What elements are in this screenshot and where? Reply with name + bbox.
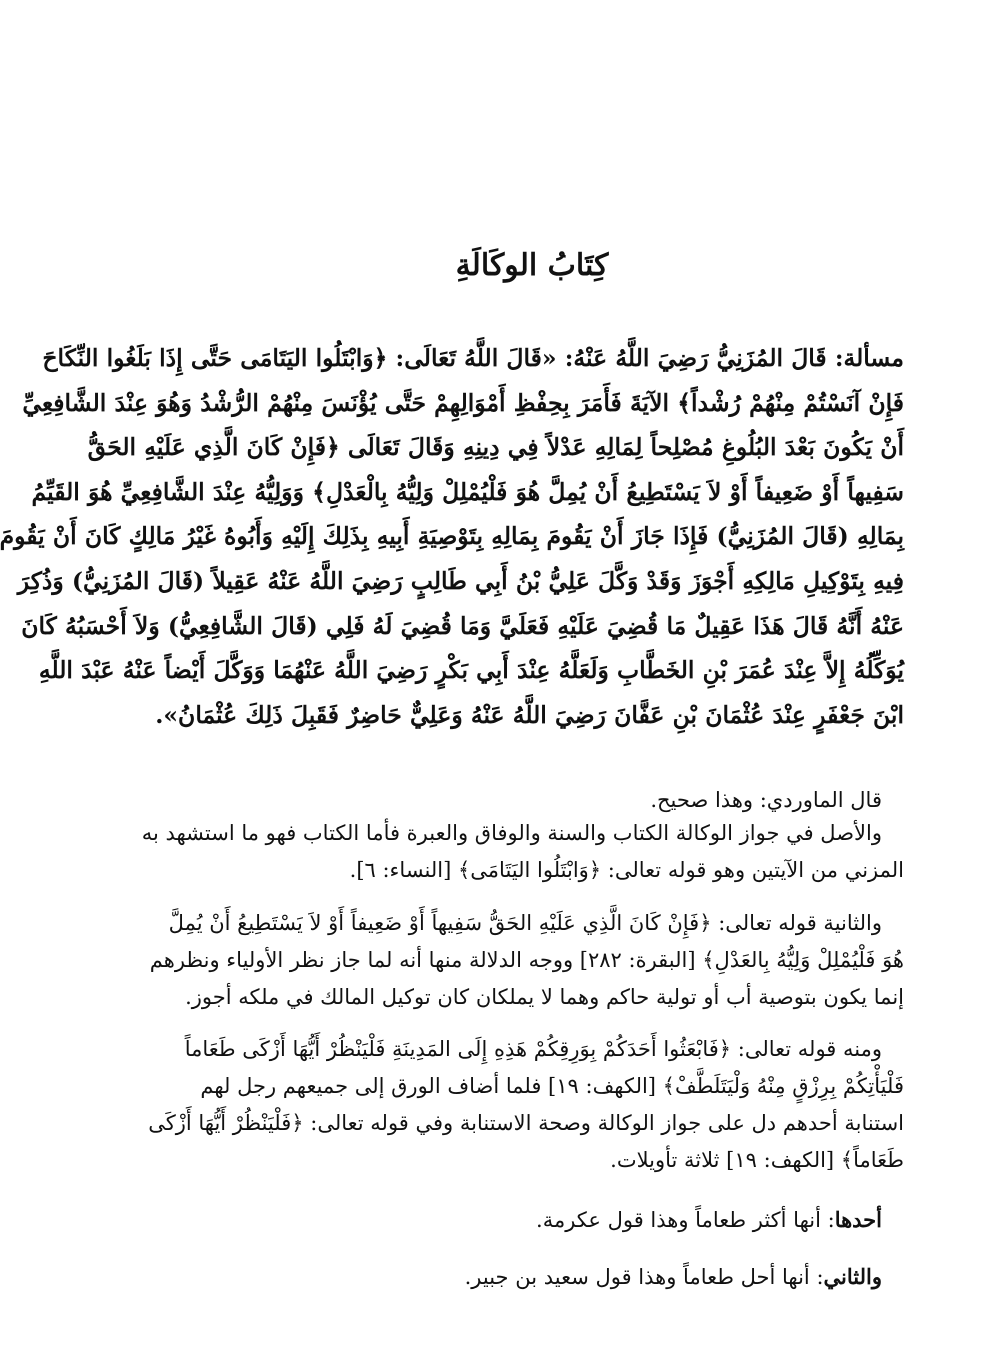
matn-line: يُوَكِّلُهُ إِلاَّ عِنْدَ عُمَرَ بْنِ الخَطَّابِ وَلَعَلَّهُ عِنْدَ أَبِي بَكْرٍ رَضِيَ اللَّهُ عَنْهُمَا وَوَكَّلَ أَيْضاً عَنْهُ عَبْدَ اللَّهِ: [38, 656, 904, 685]
commentary-paragraph: [156, 1258, 904, 1296]
commentary-paragraph: [149, 905, 904, 1016]
commentary-line: طَعَاماً﴾ [الكهف: ١٩] ثلاثة تأويلات.: [610, 1148, 904, 1172]
commentary-line: ومنه قوله تعالى: ﴿فَابْعَثُوا أَحَدَكُمْ بِوَرِقِكُمْ هَذِهِ إِلَى المَدِينَةِ فَلْيَنْظُرْ أَيُّهَا أَزْكَى طَعَاماً: [184, 1037, 882, 1061]
commentary-paragraph: [156, 1201, 904, 1239]
chapter-title: كِتَابُ الوكَالَةِ: [455, 248, 609, 283]
matn-line: سَفِيهاً أَوْ ضَعِيفاً أَوْ لاَ يَسْتَطِيعُ أَنْ يُمِلَّ هُوَ فَلْيُمْلِلْ وَلِيُّهُ بِالْعَدْلِ﴾ وَوَلِيُّهُ عِنْدَ الشَّافِعِيِّ هُوَ القَيِّمُ: [31, 477, 904, 506]
matn-line: مسألة: قَالَ المُزَنِيُّ رَضِيَ اللَّهُ عَنْهُ: «قَالَ اللَّهُ تَعَالَى: ﴿وَابْتَلُوا اليَتَامَى حَتَّى إِذَا بَلَغُوا النِّكَاحَ: [42, 344, 904, 372]
commentary-paragraph: [134, 782, 904, 819]
item-text: : أنها أحل طعاماً وهذا قول سعيد بن جبير.: [464, 1265, 824, 1289]
matn-line: فِيهِ بِتَوْكِيلِ مَالِكِهِ أَجْوَزَ وَقَدْ وَكَّلَ عَلِيُّ بْنُ أَبِي طَالِبٍ رَضِيَ اللَّهُ عَنْهُ عَقِيلاً (قَالَ المُزَنِيُّ) وَذُكِرَ: [17, 566, 904, 595]
commentary-line: فَلْيَأْتِكُمْ بِرِزْقٍ مِنْهُ وَلْيَتَلَطَّفْ﴾ [الكهف: ١٩] فلما أضاف الورق إلى جميعهم رجل لهم: [200, 1074, 904, 1098]
matn-line: بِمَالِهِ (قَالَ المُزَنِيُّ) فَإِذَا جَازَ أَنْ يَقُومَ بِمَالِهِ بِتَوْصِيَةِ أَبِيهِ بِذَلِكَ إِلَيْهِ وَأَبُوهُ غَيْرُ مَالِكٍ كَانَ أَنْ يَقُومَ: [0, 522, 904, 551]
commentary-line: استنابة أحدهم دل على جواز الوكالة وصحة الاستنابة وفي قوله تعالى: ﴿فَلْيَنْظُرْ أَيُّهَا أَزْكَى: [148, 1111, 904, 1135]
commentary-line: المزني من الآيتين وهو قوله تعالى: ﴿وَابْتَلُوا اليَتَامَى﴾ [النساء: ٦].: [349, 858, 904, 882]
matn-line: ابْنَ جَعْفَرٍ عِنْدَ عُثْمَانَ بْنِ عَفَّانَ رَضِيَ اللَّهُ عَنْهُ وَعَلِيٌّ حَاضِرٌ فَقَبِلَ ذَلِكَ عُثْمَانُ».: [155, 700, 904, 729]
item-label: أحدها: [834, 1207, 882, 1232]
matn-line: أَنْ يَكُونَ بَعْدَ البُلُوغِ مُصْلِحاً لِمَالِهِ عَدْلاً فِي دِينِهِ وَقَالَ تَعَالَى ﴿فَإِنْ كَانَ الَّذِي عَلَيْهِ الحَقُّ: [87, 433, 904, 462]
matn-line: عَنْهُ أَنَّهُ قَالَ هَذَا عَقِيلٌ مَا قُضِيَ عَلَيْهِ فَعَلَيَّ وَمَا قُضِيَ لَهُ فَلِي (قَالَ الشَّافِعِيُّ) وَلاَ أَحْسَبُهُ كَانَ: [21, 611, 904, 640]
commentary-line: [156, 1258, 904, 1296]
commentary-paragraph: [148, 1031, 904, 1179]
commentary-line: قال الماوردي: وهذا صحيح.: [650, 788, 882, 812]
commentary-line: والثانية قوله تعالى: ﴿فَإِنْ كَانَ الَّذِي عَلَيْهِ الحَقُّ سَفِيهاً أَوْ ضَعِيفاً أَوْ لاَ يَسْتَطِيعُ أَنْ يُمِلَّ: [168, 911, 882, 935]
commentary-line: [156, 1201, 904, 1239]
commentary-line: إنما يكون بتوصية أب أو تولية حاكم وهما لا يملكان كان توكيل المالك في ملكه أجوز.: [185, 985, 904, 1009]
commentary-line: هُوَ فَلْيُمْلِلْ وَلِيُّهُ بِالعَدْلِ﴾ [البقرة: ٢٨٢] ووجه الدلالة منها أنه لما جاز نظر الأولياء ونظرهم: [149, 948, 904, 972]
matn-line: فَإِنْ آنَسْتُمْ مِنْهُمْ رُشْداً﴾ الآيَةَ فَأَمَرَ بِحِفْظِ أَمْوَالِهِمْ حَتَّى يُؤْنَسَ مِنْهُمْ الرُّشْدُ وَهُوَ عِنْدَ الشَّافِعِيِّ: [22, 388, 904, 417]
matn-text: [0, 336, 904, 737]
item-text: : أنها أكثر طعاماً وهذا قول عكرمة.: [536, 1208, 835, 1232]
item-label: والثاني: [823, 1264, 882, 1289]
commentary-line: والأصل في جواز الوكالة الكتاب والسنة والوفاق والعبرة فأما الكتاب فهو ما استشهد به: [141, 821, 882, 845]
commentary-paragraph: [141, 815, 904, 889]
